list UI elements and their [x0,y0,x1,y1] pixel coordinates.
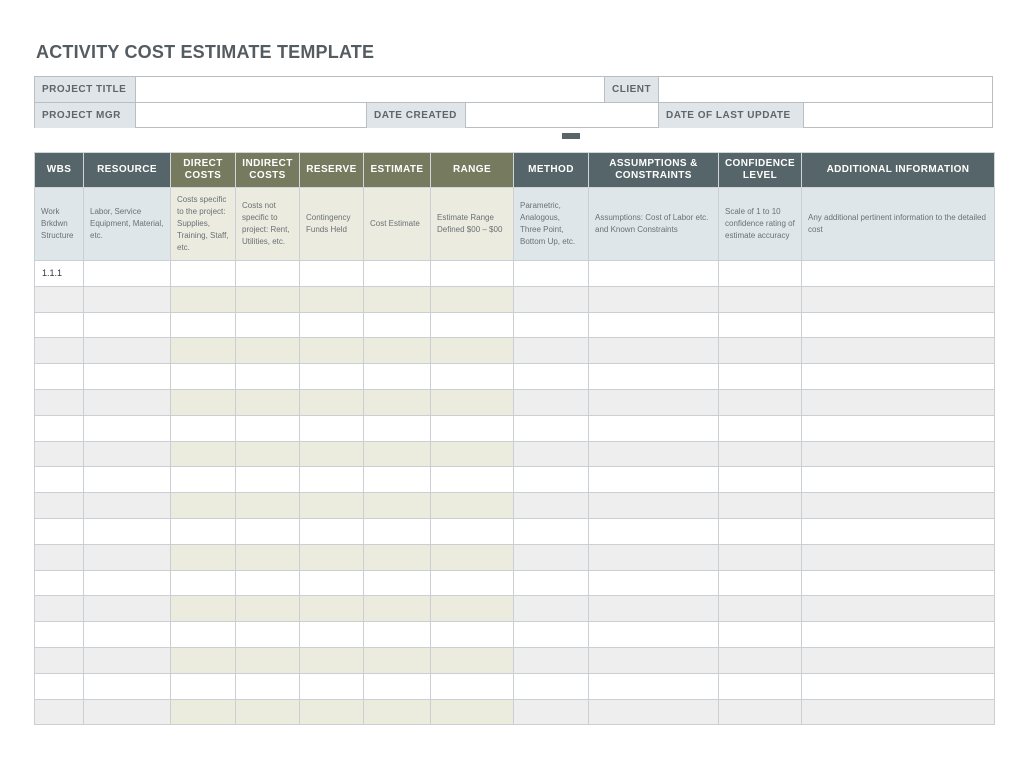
table-cell[interactable] [514,570,589,596]
table-cell[interactable] [236,441,300,467]
table-cell[interactable] [35,415,84,441]
table-cell[interactable] [171,493,236,519]
table-cell[interactable] [719,647,802,673]
table-cell[interactable] [364,441,431,467]
project-mgr-field[interactable] [136,103,367,128]
table-cell[interactable] [300,570,364,596]
column-description: Cost Estimate [364,188,431,261]
table-cell[interactable]: 1.1.1 [35,261,84,287]
column-header: CONFIDENCE LEVEL [719,153,802,188]
table-cell[interactable] [171,596,236,622]
table-cell[interactable] [431,622,514,648]
column-description: Any additional pertinent information to the detailed cost [802,188,995,261]
table-row [35,647,995,673]
table-cell[interactable] [719,467,802,493]
table-cell[interactable] [84,338,171,364]
table-cell[interactable] [300,544,364,570]
table-cell[interactable] [171,699,236,725]
column-description: Scale of 1 to 10 confidence rating of estimate accuracy [719,188,802,261]
table-cell[interactable] [589,467,719,493]
info-row-2 [35,103,992,128]
table-cell[interactable] [514,312,589,338]
table-cell[interactable] [364,389,431,415]
table-cell[interactable] [84,415,171,441]
table-cell[interactable] [514,415,589,441]
table-cell[interactable] [300,441,364,467]
project-mgr-label: PROJECT MGR [35,103,136,128]
table-cell[interactable] [431,647,514,673]
table-cell[interactable] [802,673,995,699]
table-cell[interactable] [514,518,589,544]
table-cell[interactable] [364,699,431,725]
date-created-field[interactable] [466,103,659,128]
table-cell[interactable] [236,518,300,544]
table-cell[interactable] [802,622,995,648]
table-cell[interactable] [35,286,84,312]
table-row [35,286,995,312]
table-cell[interactable] [236,312,300,338]
column-header: ASSUMPTIONS & CONSTRAINTS [589,153,719,188]
table-cell[interactable] [589,673,719,699]
table-cell[interactable] [171,518,236,544]
table-cell[interactable] [35,647,84,673]
table-cell[interactable] [431,544,514,570]
table-cell[interactable] [719,493,802,519]
column-description: Contingency Funds Held [300,188,364,261]
table-row [35,596,995,622]
column-description: Labor, Service Equipment, Material, etc. [84,188,171,261]
table-row [35,493,995,519]
table-cell[interactable] [84,570,171,596]
table-cell[interactable] [364,673,431,699]
table-cell[interactable] [589,544,719,570]
table-cell[interactable] [300,338,364,364]
table-cell[interactable] [514,286,589,312]
table-cell[interactable] [719,596,802,622]
table-cell[interactable] [802,415,995,441]
table-cell[interactable] [171,312,236,338]
table-cell[interactable] [431,596,514,622]
table-cell[interactable] [719,286,802,312]
table-cell[interactable] [431,518,514,544]
column-header: ESTIMATE [364,153,431,188]
table-cell[interactable] [84,261,171,287]
table-cell[interactable] [364,286,431,312]
column-description: Work Brkdwn Structure [35,188,84,261]
table-cell[interactable] [514,364,589,390]
table-cell[interactable] [171,647,236,673]
table-row [35,415,995,441]
table-cell[interactable] [300,699,364,725]
table-cell[interactable] [364,647,431,673]
table-cell[interactable] [364,338,431,364]
table-cell[interactable] [719,364,802,390]
client-label: CLIENT [605,77,659,102]
table-cell[interactable] [171,544,236,570]
column-header: DIRECT COSTS [171,153,236,188]
table-cell[interactable] [514,673,589,699]
table-cell[interactable] [35,596,84,622]
table-cell[interactable] [364,622,431,648]
table-cell[interactable] [802,596,995,622]
table-cell[interactable] [171,286,236,312]
table-cell[interactable] [719,389,802,415]
table-cell[interactable] [589,441,719,467]
column-header: RESERVE [300,153,364,188]
table-cell[interactable] [84,286,171,312]
table-cell[interactable] [802,570,995,596]
table-cell[interactable] [300,261,364,287]
table-cell[interactable] [300,673,364,699]
table-cell[interactable] [171,441,236,467]
table-cell[interactable] [236,544,300,570]
table-cell[interactable] [236,493,300,519]
table-row [35,261,995,287]
table-row [35,622,995,648]
table-cell[interactable] [35,467,84,493]
table-cell[interactable] [364,312,431,338]
table-cell[interactable] [236,699,300,725]
table-cell[interactable] [35,493,84,519]
table-cell[interactable] [802,389,995,415]
table-cell[interactable] [236,364,300,390]
table-cell[interactable] [431,286,514,312]
table-row [35,364,995,390]
table-cell[interactable] [171,261,236,287]
table-cell[interactable] [802,467,995,493]
table-cell[interactable] [431,699,514,725]
table-cell[interactable] [514,596,589,622]
table-cell[interactable] [514,493,589,519]
table-cell[interactable] [236,261,300,287]
table-cell[interactable] [236,647,300,673]
table-cell[interactable] [364,415,431,441]
table-cell[interactable] [35,312,84,338]
table-cell[interactable] [84,493,171,519]
table-cell[interactable] [431,389,514,415]
table-cell[interactable] [300,364,364,390]
table-row [35,699,995,725]
table-cell[interactable] [171,467,236,493]
info-row-1 [35,77,992,103]
table-cell[interactable] [171,389,236,415]
table-row [35,518,995,544]
table-cell[interactable] [364,467,431,493]
table-cell[interactable] [300,415,364,441]
table-cell[interactable] [431,493,514,519]
table-cell[interactable] [802,312,995,338]
table-cell[interactable] [364,364,431,390]
table-cell[interactable] [719,441,802,467]
table-cell[interactable] [514,647,589,673]
table-cell[interactable] [300,312,364,338]
table-cell[interactable] [300,493,364,519]
project-title-field[interactable] [136,77,605,102]
table-cell[interactable] [589,493,719,519]
table-cell[interactable] [802,699,995,725]
table-cell[interactable] [236,467,300,493]
table-cell[interactable] [84,441,171,467]
table-cell[interactable] [300,518,364,544]
column-description: Costs specific to the project: Supplies, Training, Staff, etc. [171,188,236,261]
table-cell[interactable] [514,544,589,570]
table-cell[interactable] [589,286,719,312]
table-cell[interactable] [802,441,995,467]
table-cell[interactable] [514,338,589,364]
table-cell[interactable] [514,622,589,648]
table-cell[interactable] [431,364,514,390]
table-cell[interactable] [84,673,171,699]
table-cell[interactable] [300,647,364,673]
table-cell[interactable] [431,467,514,493]
table-cell[interactable] [84,389,171,415]
table-cell[interactable] [364,570,431,596]
column-header: ADDITIONAL INFORMATION [802,153,995,188]
table-row [35,467,995,493]
cost-estimate-table [34,152,995,725]
column-description: Costs not specific to project: Rent, Utilities, etc. [236,188,300,261]
table-cell[interactable] [364,493,431,519]
table-cell[interactable] [514,467,589,493]
table-cell[interactable] [431,338,514,364]
column-description: Assumptions: Cost of Labor etc. and Known Constraints [589,188,719,261]
table-cell[interactable] [431,673,514,699]
date-last-update-label: DATE OF LAST UPDATE [659,103,804,128]
table-cell[interactable] [719,673,802,699]
table-cell[interactable] [35,570,84,596]
table-cell[interactable] [236,673,300,699]
table-cell[interactable] [236,415,300,441]
table-row [35,570,995,596]
table-cell[interactable] [300,286,364,312]
table-cell[interactable] [431,415,514,441]
table-row [35,673,995,699]
table-cell[interactable] [589,389,719,415]
table-cell[interactable] [431,570,514,596]
table-cell[interactable] [589,647,719,673]
date-created-label: DATE CREATED [367,103,466,128]
table-cell[interactable] [514,441,589,467]
table-cell[interactable] [84,699,171,725]
table-cell[interactable] [514,699,589,725]
table-cell[interactable] [300,467,364,493]
table-cell[interactable] [431,312,514,338]
table-cell[interactable] [719,415,802,441]
table-cell[interactable] [84,518,171,544]
table-cell[interactable] [84,622,171,648]
table-cell[interactable] [364,261,431,287]
table-cell[interactable] [171,364,236,390]
table-cell[interactable] [719,699,802,725]
column-header: INDIRECT COSTS [236,153,300,188]
column-description: Parametric, Analogous, Three Point, Bottom Up, etc. [514,188,589,261]
table-cell[interactable] [364,544,431,570]
table-cell[interactable] [35,389,84,415]
table-cell[interactable] [719,338,802,364]
table-cell[interactable] [364,518,431,544]
table-cell[interactable] [589,518,719,544]
table-cell[interactable] [589,596,719,622]
table-row [35,338,995,364]
header-row [35,153,995,188]
table-cell[interactable] [35,622,84,648]
table-cell[interactable] [84,647,171,673]
table-cell[interactable] [514,389,589,415]
table-cell[interactable] [236,596,300,622]
column-header: METHOD [514,153,589,188]
table-cell[interactable] [589,364,719,390]
table-cell[interactable] [589,261,719,287]
table-cell[interactable] [802,518,995,544]
description-row [35,188,995,261]
table-cell[interactable] [84,596,171,622]
table-cell[interactable] [589,622,719,648]
table-row [35,389,995,415]
table-cell[interactable] [171,570,236,596]
table-cell[interactable] [802,286,995,312]
table-row [35,441,995,467]
table-cell[interactable] [236,286,300,312]
column-header: RESOURCE [84,153,171,188]
table-cell[interactable] [171,338,236,364]
table-cell[interactable] [171,415,236,441]
table-cell[interactable] [300,622,364,648]
page-title: ACTIVITY COST ESTIMATE TEMPLATE [36,42,375,62]
date-last-update-field[interactable] [804,103,992,128]
table-cell[interactable] [84,364,171,390]
table-cell[interactable] [431,441,514,467]
table-cell[interactable] [719,622,802,648]
table-cell[interactable] [84,544,171,570]
table-row [35,544,995,570]
client-field[interactable] [659,77,992,102]
table-cell[interactable] [300,389,364,415]
table-cell[interactable] [802,338,995,364]
table-cell[interactable] [431,261,514,287]
column-header: RANGE [431,153,514,188]
table-cell[interactable] [802,544,995,570]
table-cell[interactable] [589,699,719,725]
table-cell[interactable] [719,312,802,338]
table-cell[interactable] [719,261,802,287]
table-cell[interactable] [236,570,300,596]
table-cell[interactable] [364,596,431,622]
table-cell[interactable] [514,261,589,287]
table-cell[interactable] [589,415,719,441]
table-cell[interactable] [236,389,300,415]
table-cell[interactable] [719,518,802,544]
table-cell[interactable] [236,622,300,648]
table-cell[interactable] [802,647,995,673]
table-cell[interactable] [35,518,84,544]
table-cell[interactable] [84,312,171,338]
project-info-table [34,76,993,128]
table-cell[interactable] [589,312,719,338]
table-cell[interactable] [236,338,300,364]
table-cell[interactable] [802,493,995,519]
divider-mark [562,133,580,139]
table-cell[interactable] [35,544,84,570]
table-cell[interactable] [719,570,802,596]
project-title-label: PROJECT TITLE [35,77,136,102]
table-cell[interactable] [35,441,84,467]
table-cell[interactable] [35,338,84,364]
table-cell[interactable] [589,338,719,364]
table-cell[interactable] [35,673,84,699]
table-cell[interactable] [589,570,719,596]
table-cell[interactable] [35,699,84,725]
table-cell[interactable] [35,364,84,390]
table-cell[interactable] [171,622,236,648]
table-cell[interactable] [802,364,995,390]
table-cell[interactable] [719,544,802,570]
table-cell[interactable] [171,673,236,699]
column-header: WBS [35,153,84,188]
table-cell[interactable] [802,261,995,287]
column-description: Estimate Range Defined $00 – $00 [431,188,514,261]
table-cell[interactable] [300,596,364,622]
table-cell[interactable] [84,467,171,493]
table-row [35,312,995,338]
